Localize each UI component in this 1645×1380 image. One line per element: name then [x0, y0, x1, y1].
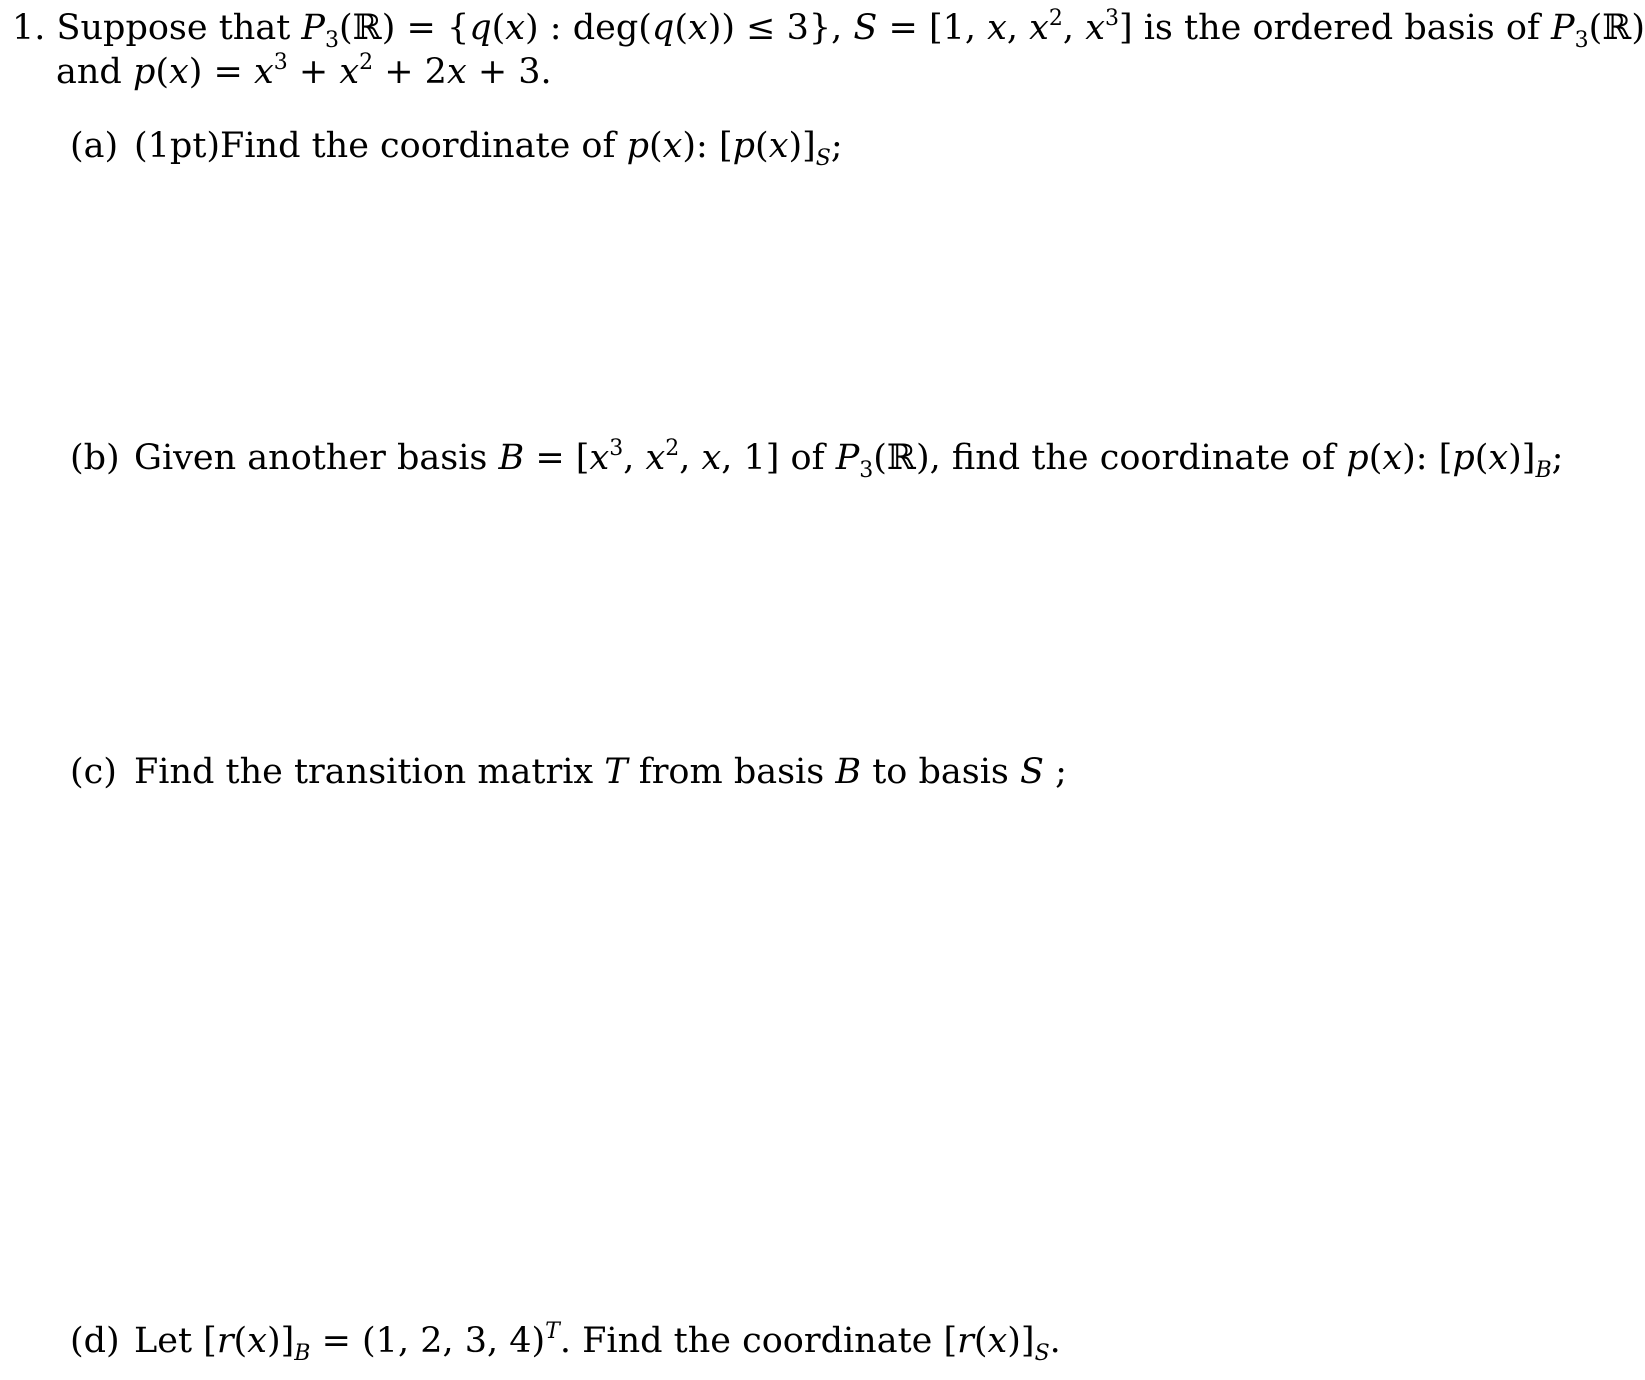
part-a-label: (a) — [70, 126, 119, 166]
problem-statement-line2: and $p(x) = x^3 + x^2 + 2x + 3$. — [56, 50, 552, 92]
part-c-label: (c) — [70, 752, 117, 792]
part-b: (b) Given another basis $B = [x^3$, $x^2$, x, 1] of $P_3(ℝ)$, find the coordinate of p(x): $[p(x)]_B$; — [70, 436, 1564, 483]
part-d: (d) Let $[r(x)]_B = (1$, 2, 3, 4)$^T$. Find the coordinate $[r(x)]_S$. — [70, 1319, 1061, 1366]
part-c: (c) Find the transition matrix T from basis B to basis S ; — [70, 752, 1067, 792]
part-b-label: (b) — [70, 438, 120, 478]
part-a: (a) (1pt)Find the coordinate of p(x): $[p(x)]_S$; — [70, 126, 843, 171]
part-d-label: (d) — [70, 1321, 120, 1361]
problem-number: 1. — [12, 8, 46, 48]
problem-statement-line1: 1. Suppose that $P_3(ℝ) = \{q(x)$ : deg(q(x)) ≤ 3}, S = [1, x, $x^2$, $x^3$] is the ordered basis of $P_3(ℝ)$ — [12, 6, 1645, 53]
